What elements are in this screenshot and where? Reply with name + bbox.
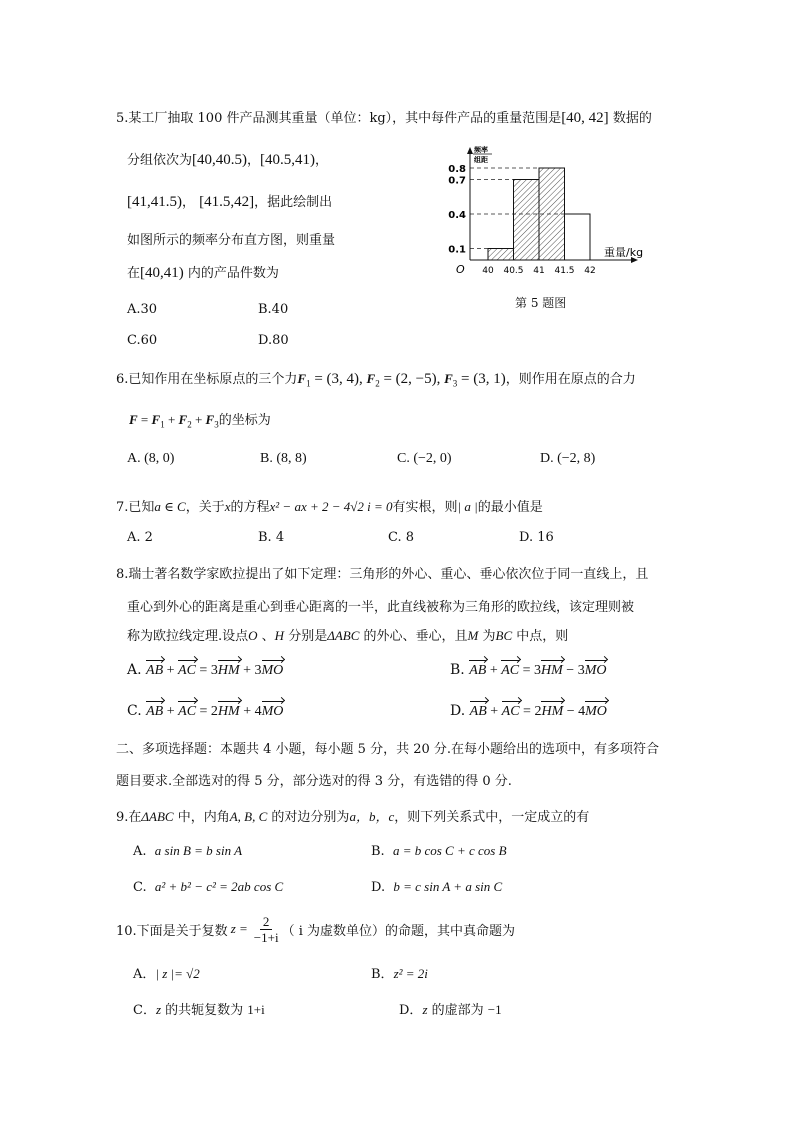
y-tick-label: 0.7 <box>448 175 466 187</box>
f3-value: = (3, 1) <box>457 371 506 387</box>
q9-option-b-label: B. <box>371 844 385 859</box>
op: + <box>239 704 255 719</box>
q8-option-d-label: D. <box>450 703 466 719</box>
q8-line2: 重心到外心的距离是重心到垂心距离的一半，此直线被称为三角形的欧拉线，该定理则被 <box>127 600 635 615</box>
q8-option-d <box>450 703 607 720</box>
q7-text-e: 的最小值是 <box>477 500 543 515</box>
y-label-top: 频率 <box>474 146 488 154</box>
f2-ref: F <box>178 412 188 427</box>
q7-text-d: 有实根，则 <box>392 500 458 515</box>
y-label-bottom: 组距 <box>474 156 488 164</box>
q5-line5-tail: 内的产品件数为 <box>183 266 279 281</box>
point-o: O <box>248 628 258 643</box>
q7-line1 <box>116 496 543 515</box>
eq: = 3 <box>519 663 542 678</box>
q5-group-4: [41.5,42] <box>199 194 255 210</box>
f2-symbol: F <box>366 371 376 386</box>
q7-option-b: B. 4 <box>258 530 285 545</box>
f-symbol: F <box>129 412 138 427</box>
fraction <box>251 914 282 945</box>
q10-text-b: （ i 为虚数单位）的命题，其中真命题为 <box>281 923 515 939</box>
var-z: z <box>155 1002 162 1017</box>
q10-text-c: 的共轭复数为 <box>161 1003 248 1018</box>
q6-option-a: A. (8, 0) <box>127 451 175 466</box>
plus-1: + <box>164 412 179 427</box>
q7-equation: x² − ax + 2 − 4√2 i = 0 <box>269 499 393 514</box>
q7-text-b: ，关于 <box>185 500 225 515</box>
q5-text: 5.某工厂抽取 100 件产品测其重量（单位：kg），其中每件产品的重量范围是 <box>116 111 562 126</box>
q7-option-a: A. 2 <box>127 530 153 545</box>
q10-option-c-label: C． <box>133 1003 156 1018</box>
op: + <box>163 704 179 719</box>
coef: 3 <box>254 663 262 678</box>
eq: = 3 <box>195 663 218 678</box>
y-tick-label: 0.4 <box>448 210 466 221</box>
q6-line2-tail: 的坐标为 <box>218 413 271 428</box>
x-axis-label: 重量/kg <box>604 246 644 259</box>
vec-ab: AB <box>469 663 487 678</box>
sides-abc: a，b，c <box>349 809 395 824</box>
q10-option-a <box>133 963 200 982</box>
op: + <box>486 663 502 678</box>
angles-abc: A, B, C <box>229 809 268 824</box>
eq: = 2 <box>519 704 542 719</box>
q6-text-b: ，则作用在原点的合力 <box>505 372 636 387</box>
q8-option-b-label: B. <box>450 662 465 678</box>
q10-line1 <box>116 912 515 946</box>
histogram-bar <box>565 214 591 260</box>
q10-eq-b: z² = 2i <box>393 966 428 981</box>
q5-line5 <box>127 262 279 282</box>
x-tick-label: 41 <box>533 266 545 276</box>
q10-text-d: 的虚部为 <box>427 1003 488 1018</box>
plus-2: + <box>191 412 206 427</box>
q9-text-b: 中，内角 <box>173 810 230 825</box>
op: + <box>239 663 255 678</box>
q6-text: 6.已知作用在坐标原点的三个力 <box>116 372 298 387</box>
q8-line3 <box>127 625 568 644</box>
segment-bc: BC <box>495 628 513 643</box>
q8-option-a <box>127 662 283 679</box>
q9-option-d-label: D. <box>371 880 386 895</box>
eq: = 2 <box>196 704 218 719</box>
a-in-c: a ∈ C <box>154 499 186 514</box>
q5-line3: [41,41.5)， [41.5,42]，据此绘制出 <box>127 194 333 210</box>
q9-eq-c: a² + b² − c² = 2ab cos C <box>154 879 284 894</box>
q9-option-b <box>371 843 507 859</box>
vec-ab: AB <box>469 704 487 719</box>
y-tick-label: 0.8 <box>448 164 466 175</box>
vec-ac: AC <box>501 663 520 678</box>
q6-line2: $F = F_1 + F_2 + F_3$的坐标为 <box>129 412 271 430</box>
q5-group-1: [40,40.5) <box>192 152 248 168</box>
q9-text-c: 的对边分别为 <box>267 810 350 825</box>
q7-text-c: 的方程 <box>230 500 270 515</box>
var-x: x <box>224 499 231 514</box>
f3-ref: F <box>205 412 215 427</box>
figure-caption: 第 5 题图 <box>515 296 567 310</box>
q5-grouping-label: 分组依次为 <box>127 153 193 168</box>
point-h: H <box>274 628 285 643</box>
q5-range: [40, 42] <box>561 110 609 126</box>
q10-eq-c: 1+i <box>247 1002 265 1017</box>
op: − <box>563 704 579 719</box>
section2-heading-line1: 二、多项选择题：本题共 4 小题，每小题 5 分，共 20 分.在每小题给出的选项中，有多项符合 <box>116 742 660 757</box>
histogram-bar <box>514 180 540 261</box>
q9-option-a-label: A. <box>133 844 147 859</box>
vec-mo: MO <box>584 663 607 678</box>
q8-text-e: 中点，则 <box>512 629 569 644</box>
point-m: M <box>467 628 479 643</box>
q10-option-b-label: B． <box>371 967 394 982</box>
q7-text: 7.已知 <box>116 500 155 515</box>
y-axis-arrow <box>467 147 473 154</box>
q8-line1: 8.瑞士著名数学家欧拉提出了如下定理：三角形的外心、重心、垂心依次位于同一直线上，且 <box>116 567 649 582</box>
coef: 4 <box>254 704 262 719</box>
op: + <box>486 704 502 719</box>
q8-option-c <box>127 703 283 720</box>
vec-ac: AC <box>178 704 197 719</box>
vec-ac: AC <box>501 704 520 719</box>
vec-mo: MO <box>585 704 607 719</box>
q8-option-a-label: A. <box>127 662 142 678</box>
q7-option-d: D. 16 <box>519 530 554 545</box>
f1-value: = (3, 4), <box>310 371 367 387</box>
vec-ab: AB <box>146 704 164 719</box>
q5-option-c: C.60 <box>127 333 158 348</box>
q5-interval: [40,41) <box>140 265 184 281</box>
op: + <box>163 663 179 678</box>
q5-option-a: A.30 <box>127 302 158 317</box>
q5-line1 <box>116 107 652 127</box>
q8-sep: 、 <box>257 629 275 644</box>
vec-hm: HM <box>217 704 240 719</box>
q9-eq-b: a = b cos C + c cos B <box>392 843 507 858</box>
frequency-histogram <box>430 140 650 315</box>
q10-option-b <box>371 963 428 982</box>
vec-mo: MO <box>261 704 284 719</box>
x-tick-label: 40 <box>482 266 494 276</box>
q6-option-d: D. (−2, 8) <box>540 451 596 466</box>
q8-text: 称为欧拉线定理.设点 <box>127 629 249 644</box>
triangle-abc: ΔABC <box>327 628 360 643</box>
vec-hm: HM <box>541 663 563 678</box>
q10-text: 10.下面是关于复数 <box>116 923 228 939</box>
q8-text-b: 分别是 <box>284 629 328 644</box>
coef: 4 <box>578 704 586 719</box>
vec-mo: MO <box>261 663 284 678</box>
section2-heading-line2: 题目要求.全部选对的得 5 分，部分选对的得 3 分，有选错的得 0 分. <box>116 774 512 789</box>
vec-hm: HM <box>217 663 240 678</box>
q6-option-b: B. (8, 8) <box>260 451 307 466</box>
q9-eq-d: b = c sin A + a sin C <box>393 879 503 894</box>
vec-hm: HM <box>541 704 564 719</box>
q7-option-c: C. 8 <box>388 530 415 545</box>
q9-option-a <box>133 843 242 859</box>
f2-value: = (2, −5), <box>379 371 445 387</box>
q5-group-3: [41,41.5) <box>127 194 182 210</box>
x-tick-label: 42 <box>584 266 596 276</box>
triangle-abc: ΔABC <box>141 809 174 824</box>
var-z: z <box>422 1002 428 1017</box>
q8-option-b <box>450 662 606 679</box>
x-tick-label: 41.5 <box>554 266 575 276</box>
q5-line5-head: 在 <box>127 266 141 281</box>
q9-option-d <box>371 879 502 895</box>
q5-option-b: B.40 <box>258 302 289 317</box>
vec-ac: AC <box>178 663 196 678</box>
q8-text-c: 的外心、垂心，且 <box>359 629 468 644</box>
f1-symbol: F <box>297 371 307 386</box>
q9-text-d: ，则下列关系式中，一定成立的有 <box>394 810 590 825</box>
q5-option-d: D.80 <box>258 333 289 348</box>
q5-text-b: 数据的 <box>608 111 652 126</box>
y-tick-label: 0.1 <box>448 244 466 256</box>
f1-ref: F <box>151 412 161 427</box>
q10-eq-a: | z |= √2 <box>155 966 200 981</box>
q8-option-c-label: C. <box>127 703 142 719</box>
op: − <box>562 663 578 678</box>
q9-line1 <box>116 806 589 825</box>
q10-option-c <box>133 999 265 1018</box>
abs-a: | a | <box>457 499 478 514</box>
q10-eq-d: −1 <box>487 1002 502 1017</box>
q6-option-c: C. (−2, 0) <box>397 451 452 466</box>
q8-text-d: 为 <box>478 629 496 644</box>
coef: 3 <box>577 663 585 678</box>
z-equals: z = <box>230 921 248 936</box>
origin-label: O <box>456 263 465 276</box>
q9-option-c-label: C. <box>133 880 147 895</box>
q5-line3-tail: ，据此绘制出 <box>254 195 333 210</box>
f3-symbol: F <box>444 371 453 386</box>
q10-option-a-label: A． <box>133 967 156 982</box>
q6-line1: 6.已知作用在坐标原点的三个力$F_1 = (3$, 4), $F_2 = (2$, −5), $F_3 = (3$, 1)，则作用在原点的合力 <box>116 371 636 389</box>
q9-option-c <box>133 879 283 895</box>
histogram-bar <box>488 249 514 261</box>
q9-text: 9.在 <box>116 810 142 825</box>
fraction-denominator: −1+i <box>253 929 279 945</box>
q5-line2: 分组依次为[40,40.5)，[40.5,41)， <box>127 152 329 168</box>
q5-line4: 如图所示的频率分布直方图，则重量 <box>127 233 336 248</box>
q5-group-2: [40.5,41) <box>260 152 316 168</box>
fraction-numerator: 2 <box>260 914 273 930</box>
q10-option-d <box>399 999 502 1018</box>
vec-ab: AB <box>146 663 164 678</box>
q10-option-d-label: D． <box>399 1003 423 1018</box>
x-tick-label: 40.5 <box>503 266 524 276</box>
q9-eq-a: a sin B = b sin A <box>154 843 243 858</box>
